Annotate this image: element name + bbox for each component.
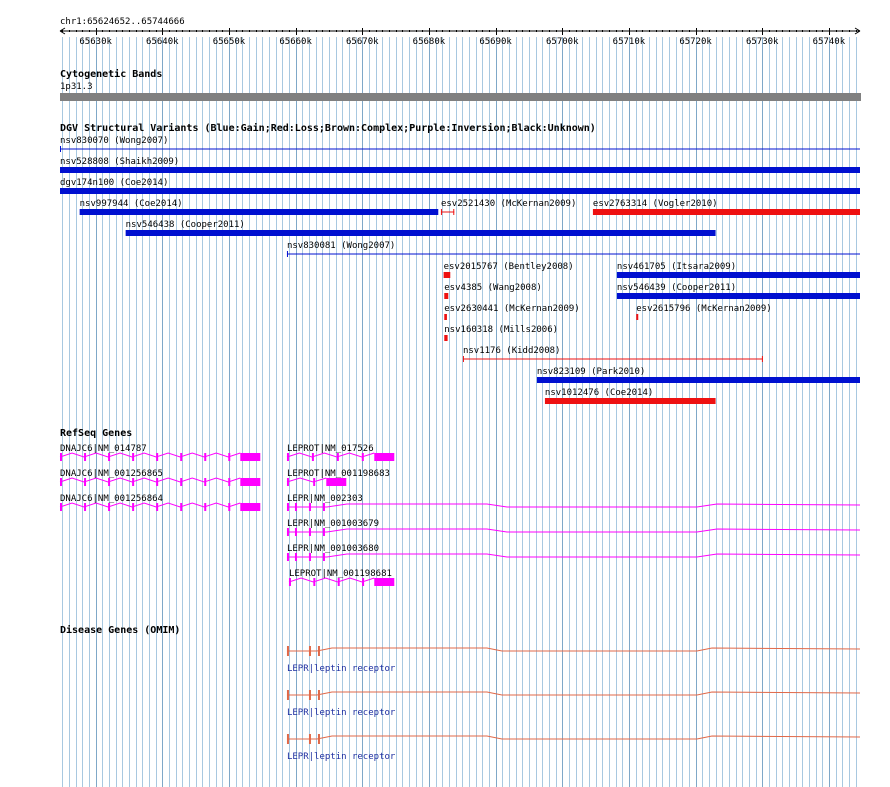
gene-exon <box>132 503 134 511</box>
dgv-variant-label: nsv1012476 (Coe2014) <box>544 388 654 398</box>
gene-exon <box>309 503 311 511</box>
dgv-variant[interactable] <box>463 346 763 362</box>
dgv-variant-bar <box>80 209 439 215</box>
ruler-tick-label: 65730k <box>745 37 779 47</box>
gene-intron-line <box>287 554 860 557</box>
dgv-variant-label: esv2015767 (Bentley2008) <box>443 262 574 272</box>
refseq-track-title: RefSeq Genes <box>60 428 133 439</box>
ruler-tick-label: 65660k <box>279 37 312 47</box>
gene-exon <box>289 578 291 586</box>
gene-exon <box>362 453 364 461</box>
dgv-variant-label: nsv461705 (Itsara2009) <box>616 262 737 272</box>
refseq-gene-label: LEPR|NM_001003679 <box>286 519 380 529</box>
gene-exon <box>312 453 314 461</box>
gene-exon <box>108 478 110 486</box>
dgv-variant-cap <box>60 146 61 152</box>
dgv-variant-label: nsv830070 (Wong2007) <box>60 136 169 146</box>
gene-exon <box>287 453 289 461</box>
refseq-gene[interactable] <box>287 519 860 536</box>
omim-exon <box>287 690 289 700</box>
gene-exon <box>84 503 86 511</box>
dgv-variant-label: esv2615796 (McKernan2009) <box>636 304 772 314</box>
omim-exon <box>318 734 320 744</box>
gene-exon <box>180 478 182 486</box>
ruler-tick-label: 65700k <box>546 37 579 47</box>
dgv-variant-cap <box>463 356 464 362</box>
refseq-gene[interactable] <box>287 494 860 511</box>
dgv-variant-label: nsv830081 (Wong2007) <box>286 241 396 251</box>
gene-exon <box>313 578 315 586</box>
omim-gene-label: LEPR|leptin receptor <box>286 708 396 718</box>
dgv-track-title: DGV Structural Variants (Blue:Gain;Red:Loss;Brown:Complex;Purple:Inversion;Black:Unknown) <box>60 123 596 134</box>
gene-exon <box>287 528 289 536</box>
omim-exon <box>287 734 289 744</box>
dgv-variant-line <box>463 359 763 360</box>
dgv-variant[interactable] <box>60 178 860 194</box>
gene-exon <box>60 478 62 486</box>
dgv-variant[interactable] <box>287 241 860 257</box>
dgv-variant[interactable] <box>537 367 860 383</box>
gene-exon <box>108 453 110 461</box>
gene-exon <box>156 478 158 486</box>
gene-utr-block <box>374 578 394 586</box>
refseq-gene-label: DNAJC6|NM_014787 <box>60 444 147 454</box>
dgv-variant-line <box>60 149 860 150</box>
ruler-tick-label: 65640k <box>146 37 179 47</box>
gene-exon <box>204 478 206 486</box>
refseq-gene-label: LEPR|NM_001003680 <box>286 544 380 554</box>
dgv-variant-line <box>287 254 860 255</box>
gene-exon <box>287 503 289 511</box>
gene-exon <box>180 453 182 461</box>
gene-exon <box>323 528 325 536</box>
dgv-variant-bar <box>617 272 860 278</box>
dgv-variant-bar <box>60 167 860 173</box>
refseq-gene-label: LEPROT|NM_001198681 <box>288 569 392 579</box>
gene-intron-line <box>287 529 860 532</box>
dgv-variant-bar <box>444 335 447 341</box>
gene-exon <box>309 553 311 561</box>
gene-exon <box>337 453 339 461</box>
dgv-variant[interactable] <box>60 136 860 152</box>
dgv-variant[interactable] <box>60 157 860 173</box>
refseq-gene[interactable] <box>60 469 260 486</box>
omim-track-title: Disease Genes (OMIM) <box>60 625 181 636</box>
gene-exon <box>204 503 206 511</box>
gene-exon <box>180 503 182 511</box>
cytoband-track-title: Cytogenetic Bands <box>60 69 163 80</box>
dgv-variant-bar <box>126 230 716 236</box>
gene-exon <box>132 478 134 486</box>
gene-exon <box>156 453 158 461</box>
omim-exon <box>318 646 320 656</box>
refseq-gene-label: LEPR|NM_002303 <box>286 494 363 504</box>
refseq-track <box>60 444 860 586</box>
omim-gene[interactable] <box>287 690 860 718</box>
gene-exon <box>362 578 364 586</box>
omim-track <box>287 646 860 762</box>
dgv-variant-cap <box>287 251 288 257</box>
dgv-variant[interactable] <box>80 199 439 215</box>
gene-exon <box>156 503 158 511</box>
gene-exon <box>108 503 110 511</box>
dgv-variant-label: nsv823109 (Park2010) <box>536 367 646 377</box>
omim-gene-line <box>287 736 860 739</box>
omim-exon <box>287 646 289 656</box>
dgv-variant-label: esv2630441 (McKernan2009) <box>444 304 580 314</box>
omim-exon <box>309 646 311 656</box>
ruler-tick-label: 65690k <box>479 37 512 47</box>
refseq-gene-label: DNAJC6|NM_001256865 <box>60 469 163 479</box>
ruler-tick-label: 65680k <box>412 37 446 47</box>
omim-gene-label: LEPR|leptin receptor <box>286 664 396 674</box>
dgv-variant[interactable] <box>444 262 574 278</box>
gene-exon <box>313 478 315 486</box>
dgv-variant-bar <box>444 293 448 299</box>
refseq-gene-label: DNAJC6|NM_001256864 <box>60 494 163 504</box>
gene-exon <box>60 503 62 511</box>
dgv-variant-label: esv2763314 (Vogler2010) <box>592 199 718 209</box>
dgv-variant-bar <box>444 314 447 320</box>
ruler-tick-label: 65650k <box>212 37 246 47</box>
gene-utr-block <box>374 453 394 461</box>
dgv-variant-cap <box>762 356 763 362</box>
dgv-track <box>60 136 860 404</box>
ruler-tick-label: 65630k <box>79 37 112 47</box>
dgv-variant-bar <box>593 209 860 215</box>
dgv-variant-label: nsv546438 (Cooper2011) <box>125 220 245 230</box>
refseq-gene[interactable] <box>287 544 860 561</box>
dgv-variant[interactable] <box>444 325 558 341</box>
coordinate-ruler[interactable] <box>60 28 860 47</box>
ruler-tick-label: 65710k <box>612 37 646 47</box>
gene-exon <box>309 528 311 536</box>
ruler-tick-label: 65670k <box>346 37 379 47</box>
dgv-variant-bar <box>444 272 451 278</box>
dgv-variant[interactable] <box>617 283 860 299</box>
dgv-variant-label: nsv546439 (Cooper2011) <box>616 283 737 293</box>
refseq-gene-label: LEPROT|NM_001198683 <box>286 469 390 479</box>
gene-exon <box>132 453 134 461</box>
gene-exon <box>228 453 230 461</box>
gene-exon <box>323 553 325 561</box>
gene-exon <box>295 553 297 561</box>
omim-gene-line <box>287 648 860 651</box>
dgv-variant[interactable] <box>126 220 716 236</box>
dgv-variant-line <box>441 212 454 213</box>
gene-exon <box>60 453 62 461</box>
dgv-variant[interactable] <box>444 304 579 320</box>
cytoband-bar[interactable] <box>60 93 861 101</box>
refseq-gene[interactable] <box>60 444 260 461</box>
gene-utr-block <box>240 453 260 461</box>
dgv-variant-bar <box>60 188 860 194</box>
omim-exon <box>309 690 311 700</box>
dgv-variant-bar <box>545 398 716 404</box>
dgv-variant-label: esv4385 (Wang2008) <box>444 283 542 293</box>
refseq-gene[interactable] <box>287 444 394 461</box>
omim-gene[interactable] <box>287 734 860 762</box>
dgv-variant-label: nsv1176 (Kidd2008) <box>462 346 561 356</box>
ruler-range-label: chr1:65624652..65744666 <box>60 17 185 27</box>
gene-exon <box>338 578 340 586</box>
ruler-tick-label: 65740k <box>812 37 846 47</box>
ruler-tick-label: 65720k <box>679 37 712 47</box>
omim-exon <box>309 734 311 744</box>
dgv-variant-bar <box>636 314 638 320</box>
gene-exon <box>84 478 86 486</box>
gene-exon <box>228 478 230 486</box>
gene-exon <box>287 553 289 561</box>
gene-exon <box>84 453 86 461</box>
gene-exon <box>228 503 230 511</box>
gene-exon <box>323 503 325 511</box>
omim-gene[interactable] <box>287 646 860 674</box>
dgv-variant-cap <box>453 209 454 215</box>
dgv-variant-bar <box>617 293 860 299</box>
dgv-variant-label: esv2521430 (McKernan2009) <box>440 199 577 209</box>
dgv-variant[interactable] <box>444 283 542 299</box>
omim-exon <box>318 690 320 700</box>
dgv-variant-label: nsv160318 (Mills2006) <box>444 325 559 335</box>
cytoband-name: 1p31.3 <box>60 82 93 92</box>
gene-utr-block <box>240 478 260 486</box>
omim-gene-line <box>287 692 860 695</box>
gene-exon <box>204 453 206 461</box>
dgv-variant-label: dgv174n100 (Coe2014) <box>60 178 169 188</box>
dgv-variant[interactable] <box>617 262 860 278</box>
dgv-variant-label: nsv997944 (Coe2014) <box>79 199 183 209</box>
dgv-variant-label: nsv528808 (Shaikh2009) <box>60 157 180 167</box>
dgv-variant-bar <box>537 377 860 383</box>
gene-utr-block <box>326 478 346 486</box>
gene-exon <box>295 503 297 511</box>
refseq-gene[interactable] <box>60 494 260 511</box>
refseq-gene-label: LEPROT|NM_017526 <box>286 444 374 454</box>
gene-exon <box>295 528 297 536</box>
dgv-variant[interactable] <box>593 199 860 215</box>
dgv-variant-cap <box>441 209 442 215</box>
gene-exon <box>287 478 289 486</box>
gene-intron-line <box>287 504 860 507</box>
omim-gene-label: LEPR|leptin receptor <box>286 752 396 762</box>
gene-utr-block <box>240 503 260 511</box>
refseq-gene[interactable] <box>289 569 394 586</box>
